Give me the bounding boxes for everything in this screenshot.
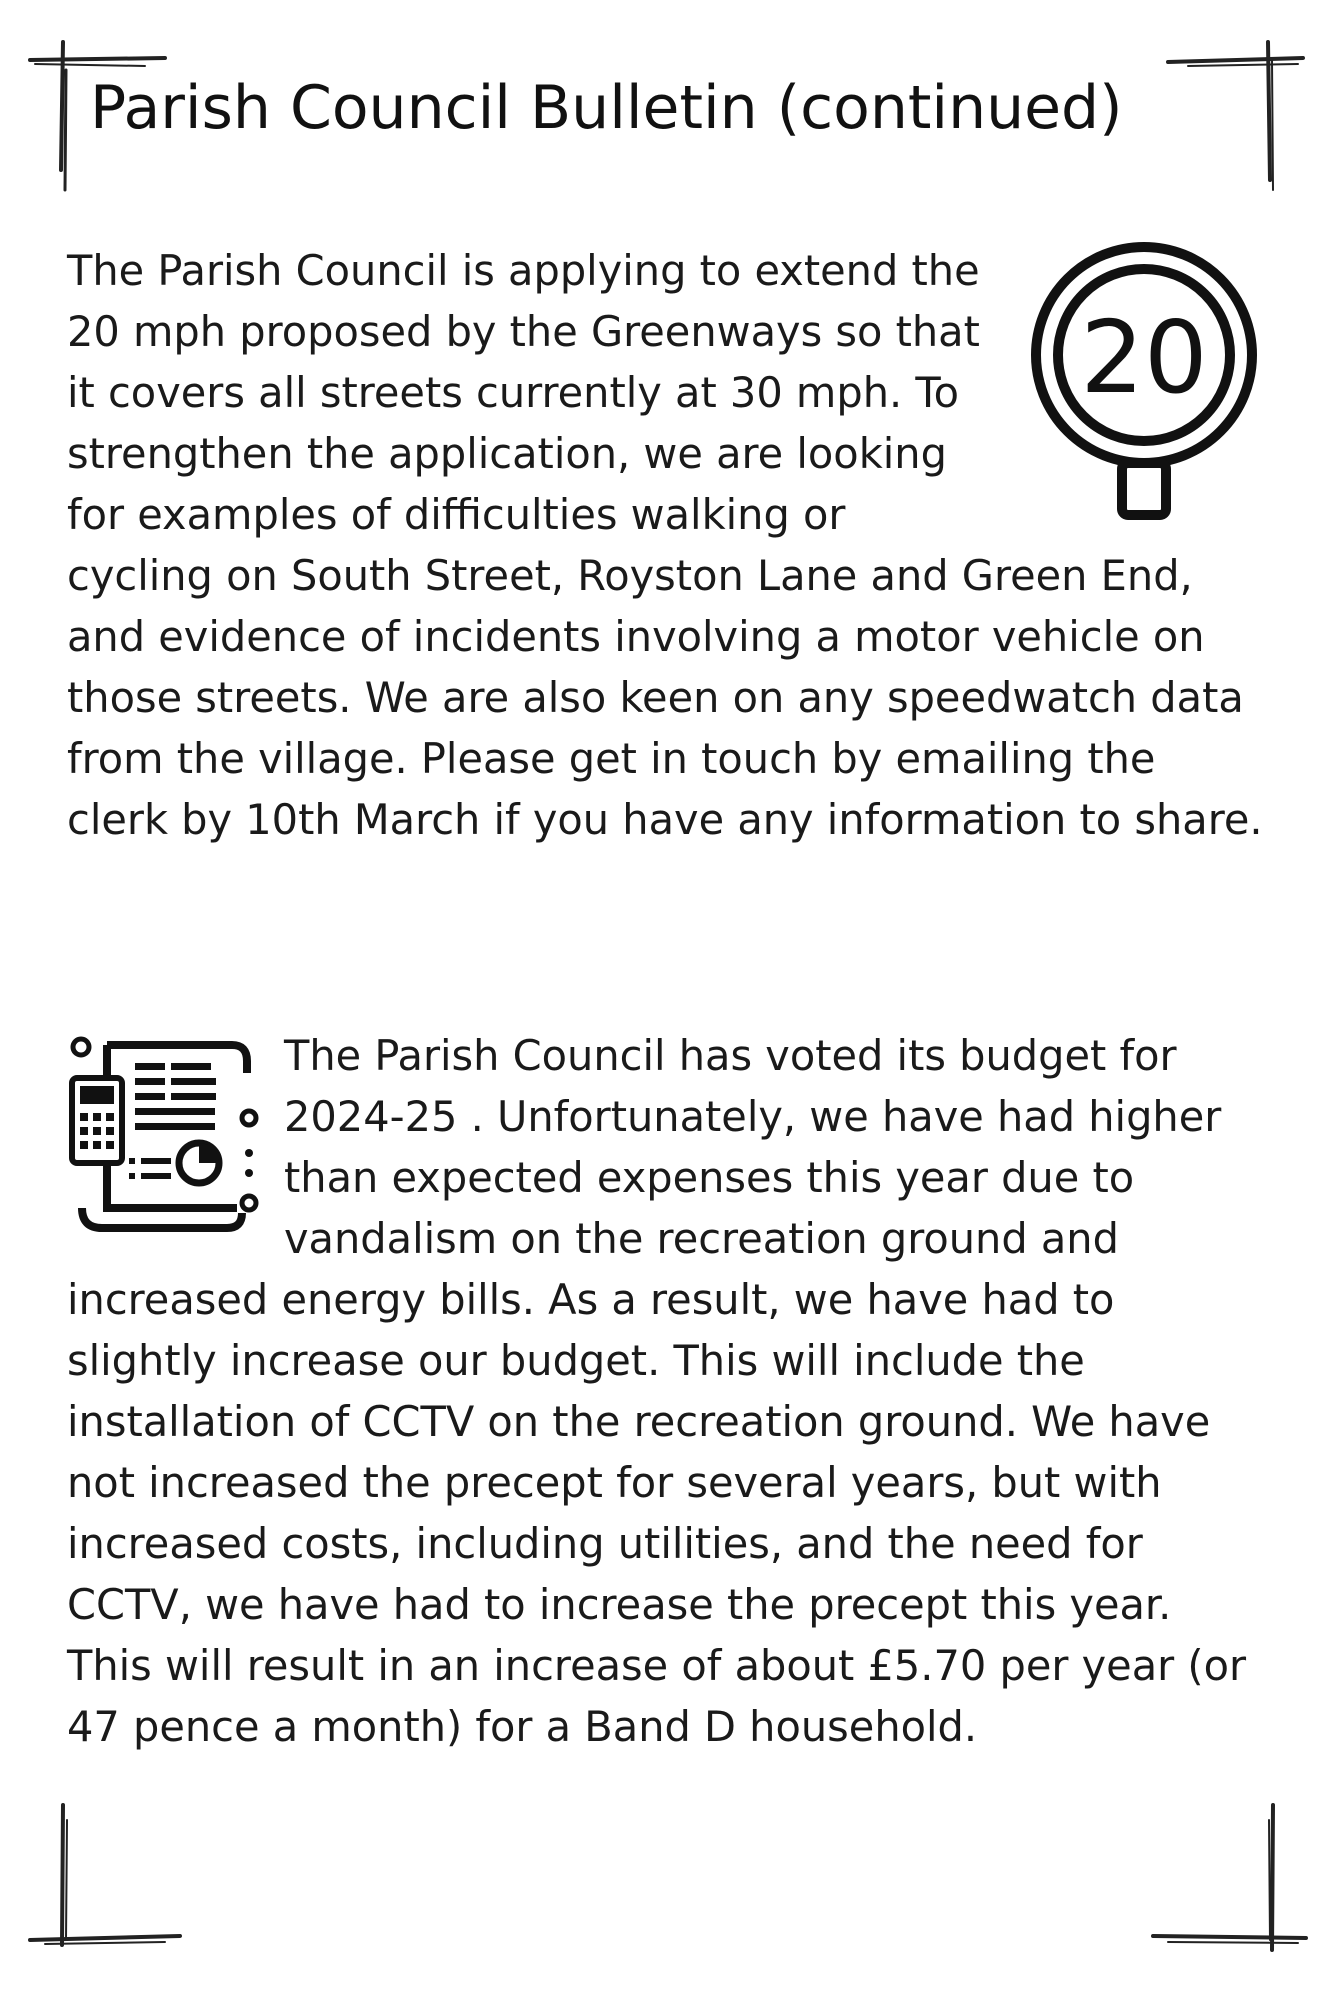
budget-section (67, 1025, 1267, 1757)
speed-sign-icon (1022, 240, 1267, 530)
corner-frame-top-right (1148, 40, 1308, 200)
corner-frame-bottom-left (25, 1800, 185, 1960)
page-title: Parish Council Bulletin (continued) (90, 73, 1123, 143)
budget-calculator-icon (67, 1033, 262, 1243)
speed-limit-section (67, 240, 1267, 850)
speed-sign-number: 20 (1080, 299, 1208, 416)
budget-paragraph: The Parish Council has voted its budget for 2024-25 . Unfortunately, we have had higher than expected expenses this year due to vandalism on the recreation ground and increased energy bills. As a result, we have had to slightly increase our budget. This will include the installation of CCTV on the recreation ground. We have not increased the precept for several years, but with increased costs, including utilities, and the need for CCTV, we have had to increase the precept this year. This will result in an increase of about £5.70 per year (or 47 pence a month) for a Band D household. (67, 1031, 1247, 1751)
corner-frame-bottom-right (1148, 1800, 1308, 1960)
speed-limit-paragraph: The Parish Council is applying to extend the 20 mph proposed by the Greenways so that it covers all streets currently at 30 mph. To strengthen the application, we are looking for examples of difficulties walking or cycling on South Street, Royston Lane and Green End, and evidence of incidents involving a motor vehicle on those streets. We are also keen on any speedwatch data from the village. Please get in touch by emailing the clerk by 10th March if you have any information to share. (67, 246, 1263, 844)
